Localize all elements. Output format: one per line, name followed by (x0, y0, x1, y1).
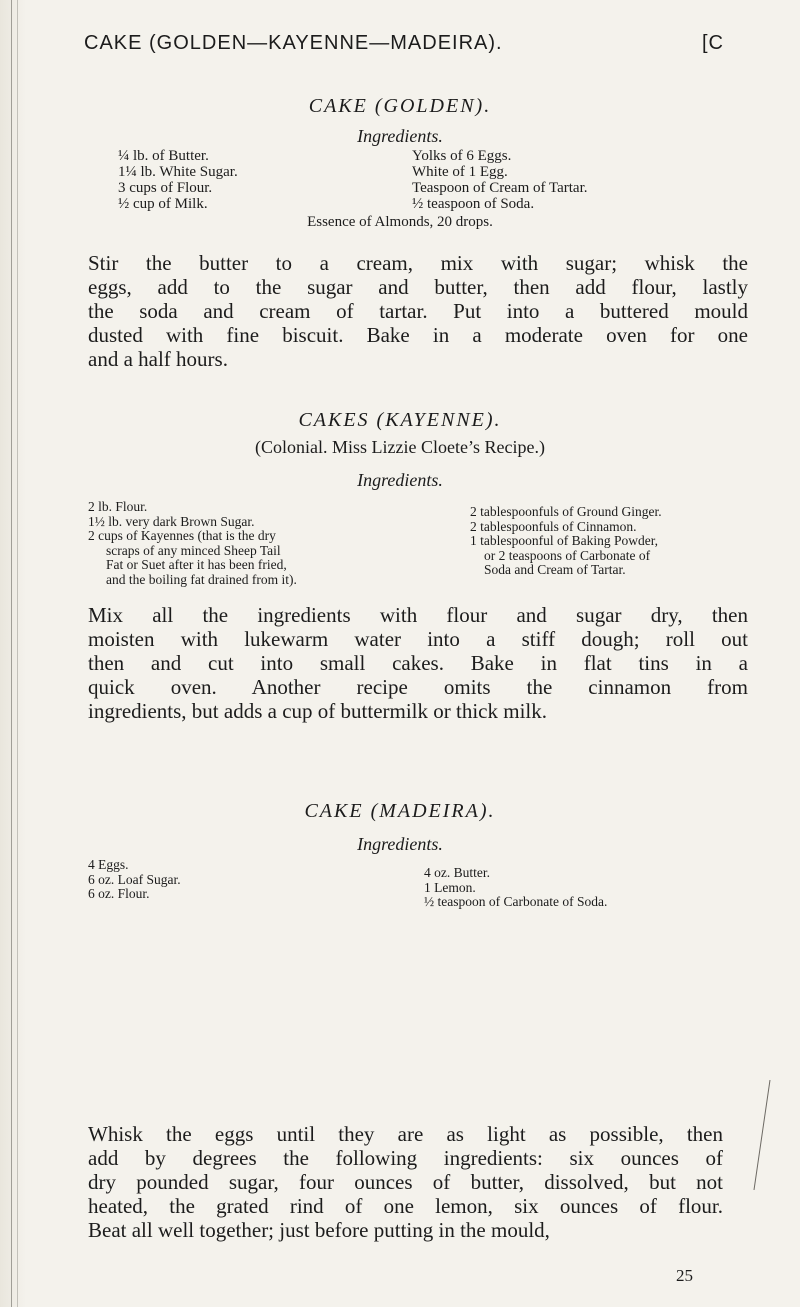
ingredient-essence: Essence of Almonds, 20 drops. (307, 214, 493, 230)
ingredient-item: ½ teaspoon of Carbonate of Soda. (424, 894, 608, 909)
ingredient-item: ¼ lb. of Butter. (118, 148, 209, 164)
method-line: eggs, add to the sugar and butter, then add flour, lastly (88, 275, 748, 299)
method-golden (88, 251, 748, 371)
ingredients-heading-madeira: Ingredients. (357, 834, 443, 854)
ingredients-left-kayenne (88, 500, 297, 587)
recipe-title-madeira: CAKE (MADEIRA). (304, 800, 496, 822)
ingredients-left-madeira (88, 858, 181, 902)
ingredient-item: or 2 teaspoons of Carbonate of (484, 547, 651, 563)
ingredient-item: White of 1 Egg. (412, 164, 508, 180)
method-line: heated, the grated rind of one lemon, six ounces of flour. (88, 1194, 723, 1218)
ingredient-item: 2 tablespoonfuls of Ground Ginger. (470, 504, 662, 519)
page-number: 25 (676, 1266, 693, 1285)
method-line: moisten with lukewarm water into a stiff dough; roll out (88, 627, 748, 651)
recipe-title-kayenne: CAKES (KAYENNE). (298, 409, 502, 431)
ingredient-item: scraps of any minced Sheep Tail (106, 542, 281, 558)
method-line: Beat all well together; just before putting in the mould, (88, 1218, 550, 1242)
ingredients-left-golden (118, 148, 238, 212)
ingredient-item: 2 lb. Flour. (88, 499, 148, 514)
ingredient-item: 6 oz. Loaf Sugar. (88, 871, 181, 887)
ingredient-item: Soda and Cream of Tartar. (484, 562, 626, 577)
method-line: then and cut into small cakes. Bake in flat tins in a (88, 651, 748, 675)
method-line: Whisk the eggs until they are as light as possible, then (88, 1122, 723, 1146)
page-edge-line (754, 1080, 770, 1190)
page-edge-mark (752, 1080, 772, 1190)
ingredients-heading-golden: Ingredients. (357, 126, 443, 146)
ingredient-item: and the boiling fat drained from it). (106, 571, 297, 587)
method-line: ingredients, but adds a cup of buttermilk or thick milk. (88, 699, 547, 723)
method-line: the soda and cream of tartar. Put into a buttered mould (88, 299, 748, 323)
method-kayenne (88, 603, 748, 723)
method-line: quick oven. Another recipe omits the cinnamon from (88, 675, 748, 699)
ingredient-item: 2 cups of Kayennes (that is the dry (88, 528, 276, 543)
ingredient-item: 1¼ lb. White Sugar. (118, 164, 238, 180)
method-line: and a half hours. (88, 347, 228, 371)
ingredients-right-madeira (424, 866, 607, 910)
ingredient-item: 3 cups of Flour. (118, 180, 213, 196)
method-line: dry pounded sugar, four ounces of butter, dissolved, but not (88, 1170, 723, 1194)
recipe-subtitle-kayenne: (Colonial. Miss Lizzie Cloete’s Recipe.) (255, 437, 545, 457)
running-head-title: CAKE (GOLDEN—KAYENNE—MADEIRA). (84, 32, 503, 54)
ingredients-right-kayenne (470, 505, 662, 578)
ingredient-item: 1 Lemon. (424, 879, 476, 895)
method-line: Mix all the ingredients with flour and sugar dry, then (88, 603, 748, 627)
method-line: dusted with fine biscuit. Bake in a moderate oven for one (88, 323, 748, 347)
recipe-title-golden: CAKE (GOLDEN). (308, 95, 492, 117)
ingredient-item: 4 Eggs. (88, 857, 129, 872)
ingredient-item: ½ teaspoon of Soda. (412, 196, 535, 212)
ingredient-item: 2 tablespoonfuls of Cinnamon. (470, 518, 637, 534)
method-madeira (88, 1122, 723, 1242)
ingredient-item: 1 tablespoonful of Baking Powder, (470, 533, 659, 548)
gutter-line (17, 0, 18, 1307)
ingredient-item: Fat or Suet after it has been fried, (106, 557, 287, 572)
running-head (84, 32, 724, 55)
running-head-section: [C (702, 32, 724, 54)
ingredients-right-golden (412, 148, 587, 212)
ingredient-item: Yolks of 6 Eggs. (412, 148, 512, 164)
ingredient-item: 1½ lb. very dark Brown Sugar. (88, 513, 255, 529)
gutter-line (11, 0, 12, 1307)
method-line: Stir the butter to a cream, mix with sugar; whisk the (88, 251, 748, 275)
ingredient-item: 4 oz. Butter. (424, 865, 490, 880)
method-line: add by degrees the following ingredients: six ounces of (88, 1146, 723, 1170)
ingredient-item: ½ cup of Milk. (118, 196, 208, 212)
ingredient-item: Teaspoon of Cream of Tartar. (412, 180, 588, 196)
ingredients-heading-kayenne: Ingredients. (357, 470, 443, 490)
ingredient-item: 6 oz. Flour. (88, 886, 150, 901)
page-gutter (0, 0, 26, 1307)
